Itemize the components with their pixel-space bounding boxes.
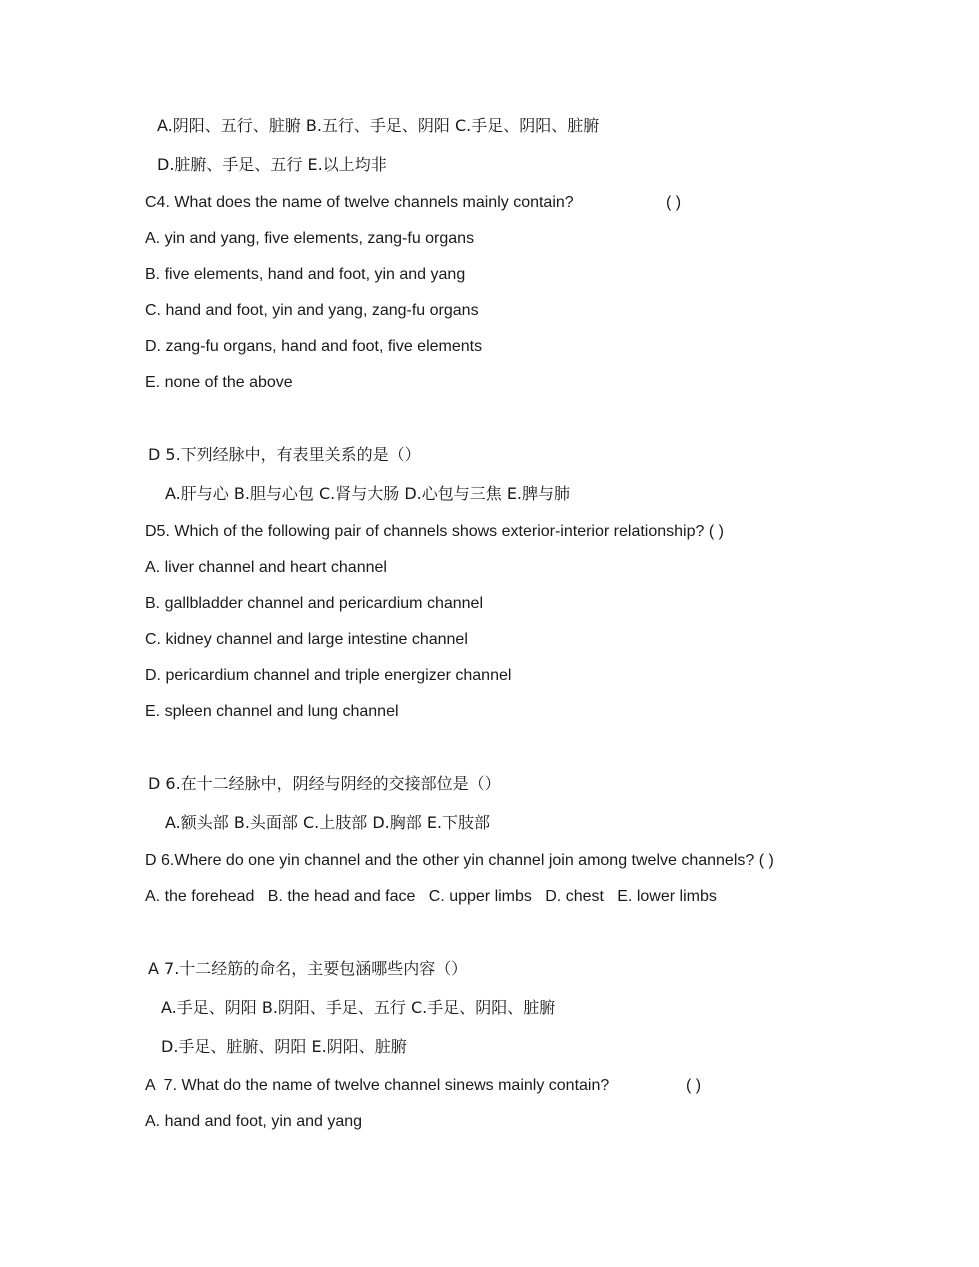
- q5-en-option-c: C. kidney channel and large intestine channel: [145, 631, 468, 648]
- q7-cn-options-line-1: A.手足、阴阳 B.阴阳、手足、五行 C.手足、阴阳、脏腑: [161, 998, 556, 1017]
- q4-en-question: C4. What does the name of twelve channels mainly contain?: [145, 194, 574, 211]
- q5-en-option-e: E. spleen channel and lung channel: [145, 703, 399, 720]
- q4-en-option-d: D. zang-fu organs, hand and foot, five elements: [145, 338, 483, 355]
- q4-cn-options-line-2: D.脏腑、手足、五行 E.以上均非: [157, 155, 387, 174]
- q5-en-option-b: B. gallbladder channel and pericardium channel: [145, 595, 483, 612]
- q4-en-option-b: B. five elements, hand and foot, yin and yang: [145, 266, 466, 283]
- q5-en-question: D5. Which of the following pair of channels shows exterior-interior relationship? ( ): [145, 523, 724, 540]
- q5-cn-options: A.肝与心 B.胆与心包 C.肾与大肠 D.心包与三焦 E.脾与肺: [165, 484, 571, 503]
- q7-cn-options-line-2: D.手足、脏腑、阴阳 E.阴阳、脏腑: [161, 1037, 407, 1056]
- q7-en-option-a: A. hand and foot, yin and yang: [145, 1113, 363, 1130]
- q7-cn-question: A 7.十二经筋的命名，主要包涵哪些内容（）: [148, 959, 468, 978]
- q4-en-option-a: A. yin and yang, five elements, zang-fu organs: [145, 230, 475, 247]
- q4-answer-blank: ( ): [666, 194, 682, 211]
- q4-cn-options-line-1: A.阴阳、五行、脏腑 B.五行、手足、阴阳 C.手足、阴阳、脏腑: [157, 116, 600, 135]
- q4-en-option-e: E. none of the above: [145, 374, 293, 391]
- q6-en-options: A. the forehead B. the head and face C. upper limbs D. chest E. lower limbs: [145, 888, 717, 905]
- q5-cn-question: D 5.下列经脉中，有表里关系的是（）: [148, 445, 421, 464]
- q6-cn-options: A.额头部 B.头面部 C.上肢部 D.胸部 E.下肢部: [165, 813, 491, 832]
- q5-en-option-a: A. liver channel and heart channel: [145, 559, 387, 576]
- q4-en-option-c: C. hand and foot, yin and yang, zang-fu organs: [145, 302, 479, 319]
- q7-answer-blank: ( ): [686, 1077, 702, 1094]
- q7-en-question: A 7. What do the name of twelve channel sinews mainly contain?: [145, 1077, 610, 1094]
- q5-en-option-d: D. pericardium channel and triple energizer channel: [145, 667, 512, 684]
- q6-cn-question: D 6.在十二经脉中，阴经与阴经的交接部位是（）: [148, 774, 501, 793]
- q6-en-question: D 6.Where do one yin channel and the other yin channel join among twelve channels? ( ): [145, 852, 774, 869]
